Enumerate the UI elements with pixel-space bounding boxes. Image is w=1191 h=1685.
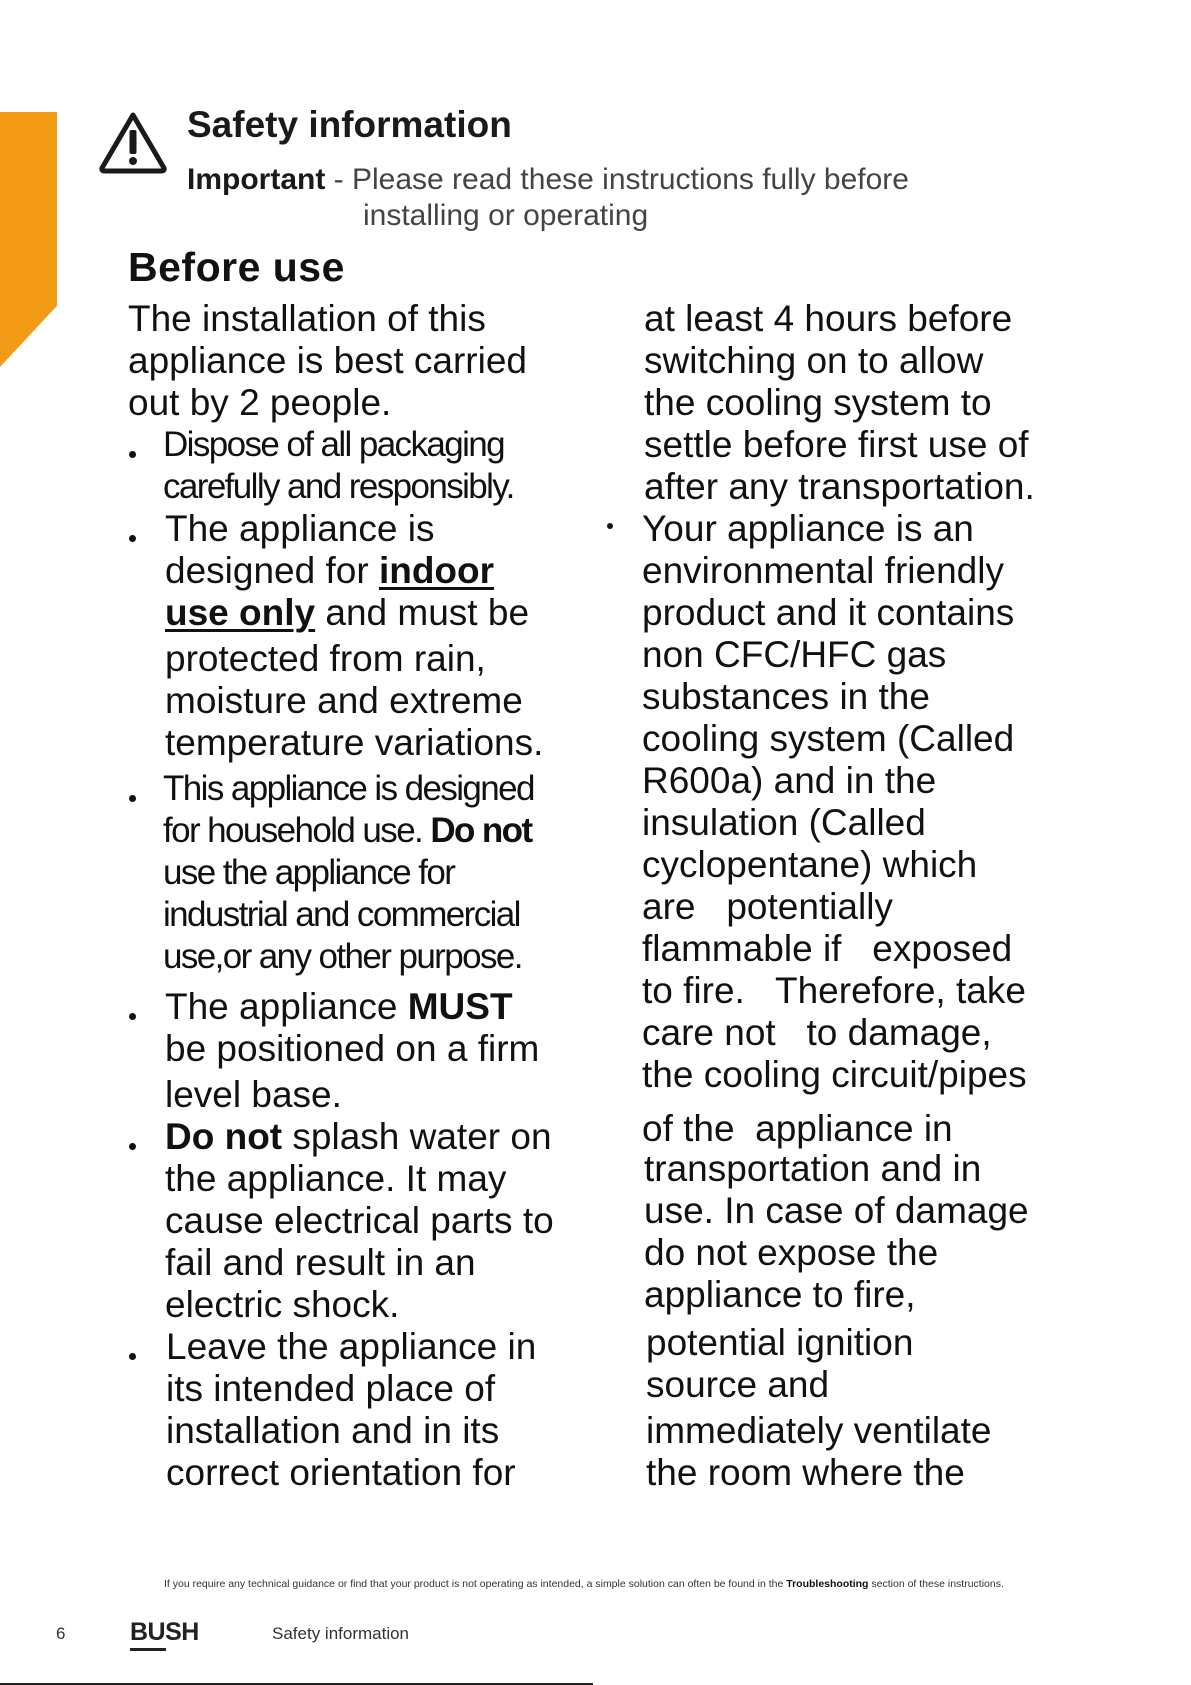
text-line: electric shock. (165, 1284, 400, 1325)
text-line: Your appliance is an (642, 508, 974, 549)
text-line: The installation of this (128, 298, 486, 339)
text-line: to fire. Therefore, take (642, 970, 1026, 1011)
text-line: out by 2 people. (128, 382, 392, 423)
text-line: use. In case of damage (644, 1190, 1029, 1231)
section-heading: Before use (128, 244, 345, 290)
text-line: correct orientation for (166, 1452, 516, 1493)
text-line: Dispose of all packaging (163, 425, 504, 464)
text-line: carefully and responsibly. (163, 467, 514, 506)
troubleshooting-link: Troubleshooting (786, 1578, 869, 1590)
text-line: transportation and in (644, 1148, 982, 1189)
text-line: fail and result in an (165, 1242, 476, 1283)
text-line: cause electrical parts to (165, 1200, 554, 1241)
bullet-icon (129, 1143, 136, 1150)
text-line: This appliance is designed (163, 769, 534, 808)
text-line: appliance is best carried (128, 340, 527, 381)
text-line: the cooling system to (644, 382, 992, 423)
text-line: the cooling circuit/pipes (642, 1054, 1027, 1095)
text-line: source and (646, 1364, 830, 1405)
brand-logo-underline (130, 1648, 166, 1651)
text-line: installation and in its (166, 1410, 500, 1451)
text-line: The appliance MUST (165, 986, 513, 1027)
page-number: 6 (56, 1624, 66, 1643)
warning-triangle-icon (98, 110, 168, 174)
bullet-icon (129, 1353, 136, 1360)
text-line: do not expose the (644, 1232, 939, 1273)
text-line: use only and must be (165, 592, 530, 633)
text-line: be positioned on a firm (165, 1028, 540, 1069)
text-line: industrial and commercial (163, 895, 520, 934)
text-line: of the appliance in (642, 1108, 953, 1149)
text-line: product and it contains (642, 592, 1015, 633)
page-title: Safety information (187, 104, 512, 145)
text-line: Do not splash water on (165, 1116, 552, 1157)
text-line: non CFC/HFC gas (642, 634, 947, 675)
text-line: R600a) and in the (642, 760, 937, 801)
text-line: immediately ventilate (646, 1410, 992, 1451)
text-line: temperature variations. (165, 722, 544, 763)
do-not-emphasis: Do not (430, 811, 532, 850)
footer-note: If you require any technical guidance or find that your product is not operating as intended, a simple solution can often be found in the Troubleshooting section of these instructions. (164, 1578, 1004, 1590)
text-line: environmental friendly (642, 550, 1004, 591)
text-line: cyclopentane) which (642, 844, 978, 885)
text-line: settle before first use of (644, 424, 1029, 465)
brand-logo: BUSH (130, 1618, 199, 1646)
indoor-emphasis: indoor (378, 550, 495, 591)
text-line: potential ignition (646, 1322, 914, 1363)
bullet-icon (129, 451, 136, 458)
footer-section-name: Safety information (272, 1624, 410, 1643)
text-line: designed for indoor (165, 550, 495, 591)
text-line: appliance to fire, (644, 1274, 916, 1315)
important-text: - Please read these instructions fully before (325, 163, 909, 196)
text-line: after any transportation. (644, 466, 1035, 507)
text-line: use the appliance for (163, 853, 455, 892)
text-line: the appliance. It may (165, 1158, 507, 1199)
text-line: level base. (165, 1074, 342, 1115)
text-line: cooling system (Called (642, 718, 1015, 759)
text-line: The appliance is (165, 508, 435, 549)
text-line: are potentially (642, 886, 893, 927)
important-label: Important (187, 163, 326, 196)
important-text-continued: installing or operating (363, 199, 649, 232)
bullet-icon (129, 795, 136, 802)
bullet-icon (607, 523, 613, 529)
text-line: use,or any other purpose. (163, 937, 522, 976)
important-notice (187, 162, 909, 198)
do-not-emphasis: Do not (165, 1116, 283, 1157)
bullet-icon (129, 535, 136, 542)
text-line: for household use. Do not (163, 811, 532, 850)
text-line: care not to damage, (642, 1012, 992, 1053)
must-emphasis: MUST (407, 986, 513, 1027)
text-line: protected from rain, (165, 638, 486, 679)
text-line: insulation (Called (642, 802, 926, 843)
text-line: flammable if exposed (642, 928, 1013, 969)
text-line: moisture and extreme (165, 680, 523, 721)
text-line: substances in the (642, 676, 930, 717)
bullet-icon (129, 1013, 136, 1020)
orange-section-tab (0, 112, 57, 367)
text-line: at least 4 hours before (644, 298, 1013, 339)
text-line: switching on to allow (644, 340, 984, 381)
text-line: Leave the appliance in (166, 1326, 537, 1367)
text-line: the room where the (646, 1452, 965, 1493)
use-only-emphasis: use only (165, 592, 316, 633)
text-line: its intended place of (166, 1368, 496, 1409)
